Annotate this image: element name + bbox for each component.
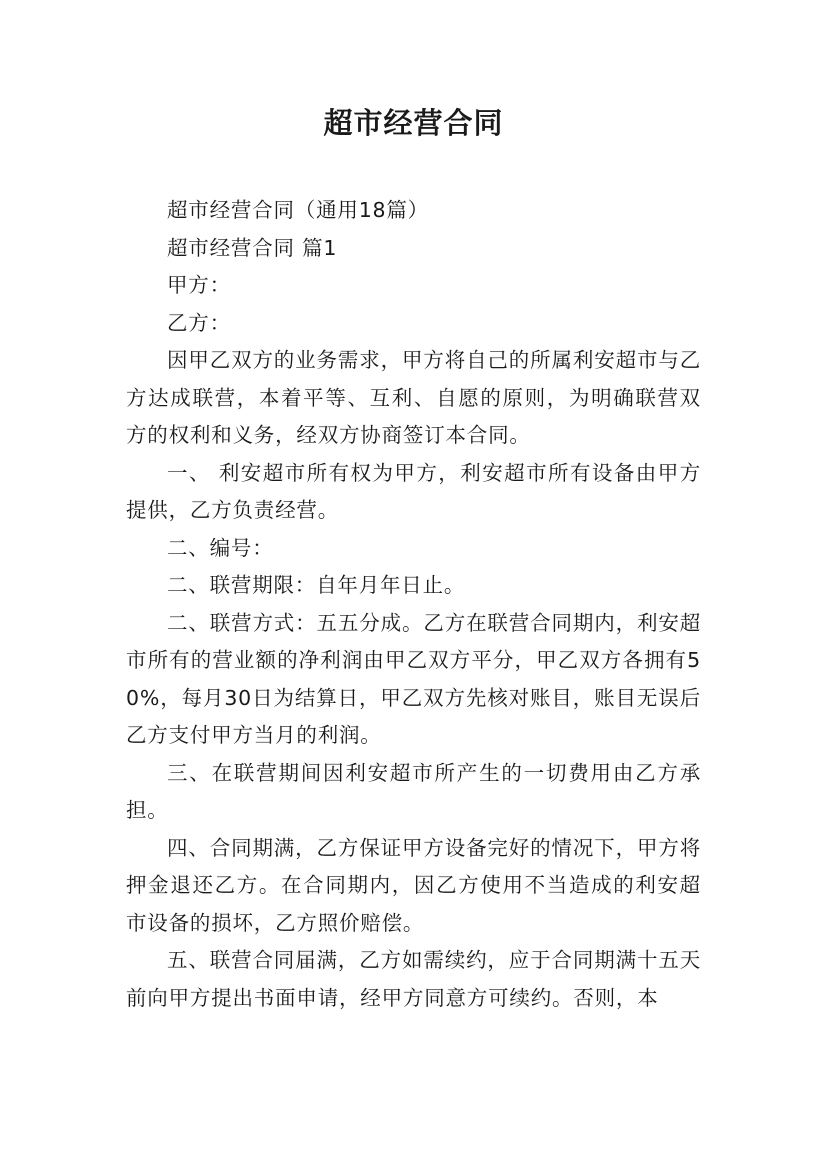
paragraph-party-b: 乙方： — [167, 310, 231, 335]
paragraph-method: 二、联营方式：五五分成。乙方在联营合同期内，利安超市所有的营业额的净利润由甲乙双方平分，甲乙双方各拥有50%，每月30日为结算日，甲乙双方先核对账目，账目无误后乙方支付甲方当月的利润。 — [126, 610, 701, 747]
paragraph-clause-4: 四、合同期满，乙方保证甲方设备完好的情况下，甲方将押金退还乙方。在合同期内，因乙方使用不当造成的利安超市设备的损坏，乙方照价赔偿。 — [126, 835, 701, 935]
paragraph-subtitle: 超市经营合同（通用18篇） — [167, 198, 429, 222]
paragraph-clause-3: 三、在联营期间因利安超市所产生的一切费用由乙方承担。 — [126, 760, 701, 822]
paragraph-intro: 因甲乙双方的业务需求，甲方将自己的所属利安超市与乙方达成联营，本着平等、互利、自愿的原则，为明确联营双方的权利和义务，经双方协商签订本合同。 — [126, 348, 701, 447]
document-body — [126, 192, 701, 1017]
paragraph-clause-1: 一、 利安超市所有权为甲方，利安超市所有设备由甲方提供，乙方负责经营。 — [126, 460, 701, 522]
paragraph-clause-5: 五、联营合同届满，乙方如需续约，应于合同期满十五天前向甲方提出书面申请，经甲方同意方可续约。否则，本 — [126, 948, 701, 1010]
paragraph-party-a: 甲方： — [167, 273, 231, 297]
document-title: 超市经营合同 — [323, 106, 504, 140]
paragraph-term: 二、联营期限：自年月年日止。 — [167, 573, 466, 597]
paragraph-number: 二、编号： — [167, 535, 274, 560]
paragraph-section-heading: 超市经营合同 篇1 — [167, 235, 338, 260]
